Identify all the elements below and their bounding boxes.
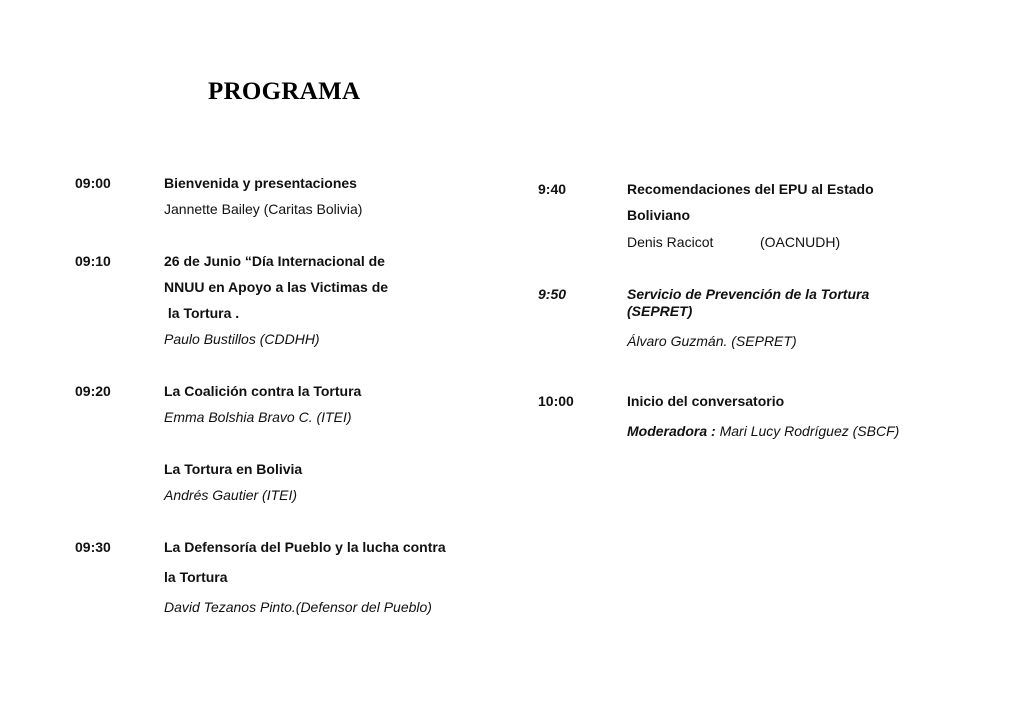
moderator-line — [627, 422, 899, 440]
session-speaker: David Tezanos Pinto.(Defensor del Pueblo) — [164, 599, 432, 615]
session-heading: Recomendaciones del EPU al Estado — [627, 181, 874, 197]
session-speaker: Andrés Gautier (ITEI) — [164, 487, 298, 503]
moderator-name: Mari Lucy Rodríguez (SBCF) — [715, 423, 900, 439]
session-speaker: Álvaro Guzmán. (SEPRET) — [627, 333, 797, 349]
session-speaker: Denis Racicot — [627, 234, 714, 250]
session-speaker: Jannette Bailey (Caritas Bolivia) — [164, 201, 363, 217]
session-heading: La Coalición contra la Tortura — [164, 383, 362, 399]
time-0950: 9:50 — [538, 286, 567, 302]
time-0930: 09:30 — [75, 539, 111, 555]
session-heading: la Tortura — [164, 569, 228, 585]
time-0940: 9:40 — [538, 181, 567, 197]
session-heading: Inicio del conversatorio — [627, 393, 785, 409]
time-1000: 10:00 — [538, 393, 574, 409]
session-speaker: Paulo Bustillos (CDDHH) — [164, 331, 320, 347]
time-0900: 09:00 — [75, 175, 111, 191]
session-heading: (SEPRET) — [627, 303, 693, 319]
time-0920: 09:20 — [75, 383, 111, 399]
session-heading: La Tortura en Bolivia — [164, 461, 303, 477]
page-title: PROGRAMA — [208, 78, 361, 105]
session-heading: la Tortura . — [164, 305, 240, 321]
session-speaker: Emma Bolshia Bravo C. (ITEI) — [164, 409, 352, 425]
session-heading: Boliviano — [627, 207, 691, 223]
session-heading: Bienvenida y presentaciones — [164, 175, 357, 191]
session-heading: La Defensoría del Pueblo y la lucha contra — [164, 539, 446, 555]
session-heading: NNUU en Apoyo a las Victimas de — [164, 279, 389, 295]
session-heading: 26 de Junio “Día Internacional de — [164, 253, 385, 269]
session-speaker-org: (OACNUDH) — [760, 234, 841, 250]
moderator-label: Moderadora : — [627, 423, 716, 439]
time-0910: 09:10 — [75, 253, 111, 269]
session-heading: Servicio de Prevención de la Tortura — [627, 286, 870, 302]
